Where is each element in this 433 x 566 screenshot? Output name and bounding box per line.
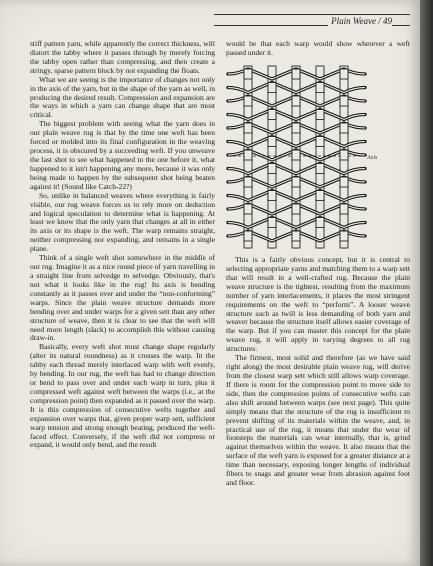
warp-crossing bbox=[244, 177, 252, 187]
weave-diagram bbox=[226, 64, 410, 250]
warp-crossing bbox=[340, 96, 348, 106]
warp-crossing bbox=[244, 96, 252, 106]
warp-crossing bbox=[244, 231, 252, 241]
section-title: Plain Weave bbox=[331, 16, 376, 26]
warp-crossing bbox=[268, 83, 276, 93]
warp-crossing bbox=[316, 83, 324, 93]
warp-crossing bbox=[292, 150, 300, 160]
paragraph: What we are seeing is the importance of changes not only in the axis of the yarn, but in the shape of the yarn as well, in producing the desired result. Compression and expansion are the ways in which a yarn can change shape that are most critical. bbox=[30, 74, 215, 120]
warp-crossing bbox=[268, 218, 276, 228]
warp-crossing bbox=[316, 191, 324, 201]
warp-crossing bbox=[292, 177, 300, 187]
paragraph: This is a fairly obvious concept, but it is central to selecting appropriate yarns and matching them to a warp sett that will result in a well-crafted rug. Because the plain weave structure is the tightest, resulting from the maximum number of yarn interlacements, it places the most stringent requirements on the weft to “perform”. A looser weave structure such as twill is less demanding of both yarn and weaver because the structure itself allows easier coverage of the warp. But if you can master this concept for the plain weave rug, it will apply in varying degrees to all rug structures. bbox=[226, 255, 410, 354]
axis-label: Axis bbox=[367, 155, 378, 161]
warp-crossing bbox=[244, 123, 252, 133]
warp-crossing bbox=[316, 218, 324, 228]
paragraph: Basically, every weft shot must change shape regularly (alter its natural roundness) as it crosses the warp. In the tabby each thread merely interlaced warp with weft evenly, by bending. In our rug, the weft has had to change direction or bend to pass over and under each warp in turn, plus it compressed weft against weft between the warps (i.e., at the compression point) then expanded as it passed over the warp. It is this compression of consecutive wefts together and expansion over warps that, given proper warp sett, sufficient warp tension and strong enough beating, produced the weft-faced effect. Conversely, if the weft did not compress or expand, it would only bend, and the result bbox=[30, 342, 215, 450]
warp-crossing bbox=[316, 164, 324, 174]
warp-crossing bbox=[268, 164, 276, 174]
warp-crossing bbox=[292, 96, 300, 106]
header-separator: / bbox=[375, 16, 383, 26]
warp-crossing bbox=[316, 137, 324, 147]
warp-crossing bbox=[316, 110, 324, 120]
warp-crossing bbox=[244, 150, 252, 160]
paragraph: So, unlike in balanced weaves where everything is fairly visible, our rug weave forces us to rely more on deduction and logical speculation to determine what is happening. At least we know that the only yarn that changes at all in either its axis or its shape is the weft. The warp remains straight, neither compressing nor expanding, and remains in a single plane. bbox=[30, 190, 215, 254]
page-number: 49 bbox=[383, 16, 392, 26]
warp-crossing bbox=[340, 231, 348, 241]
left-column bbox=[30, 40, 215, 450]
warp-crossing bbox=[292, 231, 300, 241]
page-edge bbox=[420, 0, 433, 566]
right-column bbox=[226, 256, 410, 488]
warp-crossing bbox=[340, 204, 348, 214]
paragraph: The firmest, most solid and therefore (as we have said right along) the most desirable plain weave rug, will derive from the closest warp sett which still allows warp coverage. If there is room for the compression point to move side to side, then the compression points of consecutive wefts can also shift around between warps (see next page). This quite simply means that the structure of the rug is insufficient to prevent shifting of its materials within the weave, and, in practical use of the rug, it means that under the wear of footsteps the materials can wear internally, that is, grind against themselves within the weave. It also means that the surface of the weft yarn is exposed for a greater distance at a time than necessary, exposing longer lengths of individual fibers to snags and greater wear from abrasion against foot and floor. bbox=[226, 353, 410, 488]
header-rule bbox=[214, 14, 410, 26]
warp-crossing bbox=[244, 204, 252, 214]
right-column-top bbox=[226, 40, 410, 58]
warp-crossing bbox=[340, 177, 348, 187]
warp-crossing bbox=[292, 69, 300, 79]
warp-crossing bbox=[268, 137, 276, 147]
paragraph: would be that each warp would show wherever a weft passed under it. bbox=[226, 39, 410, 57]
paragraph: The biggest problem with seeing what the yarn does in our plain weave rug is that by the time one weft has been forced or molded into its final configuration in the weaving process, it is obscured by a succeeding weft. If you unweave the last shot to see what happened to the one before it, what happened to it isn't happening any more, because it was only being made to happen by the subsequent shot being beaten against it! (Sound like Catch-22?) bbox=[30, 119, 215, 191]
warp-crossing bbox=[268, 110, 276, 120]
warp-crossing bbox=[340, 69, 348, 79]
running-header bbox=[328, 16, 392, 26]
warp-crossing bbox=[340, 123, 348, 133]
warp-crossing bbox=[244, 69, 252, 79]
warp-crossing bbox=[292, 123, 300, 133]
warp-crossing bbox=[340, 150, 348, 160]
warp-crossing bbox=[292, 204, 300, 214]
paragraph: stiff pattern yarn, while apparently the correct thickness, will distort the tabby where it passes through by merely forcing the tabby open rather than compressing, and then create a stringy, sparse pattern block by not expanding the floats. bbox=[30, 39, 215, 75]
paragraph: Think of a single weft shot somewhere in the middle of our rug. Imagine it as a nice round piece of yarn travelling in a straight line from selvedge to selvedge. Obviously, that's not what it looks like in the rug! Its axis is bending constantly as it passes over and under the “non-conforming” warps. Since the plain weave structure demands more bending over and under warps for a given sett than any other structure of weave, then it is clear to see that the weft will need more length (slack) to accomplish this without causing draw-in. bbox=[30, 253, 215, 343]
warp-crossing bbox=[268, 191, 276, 201]
